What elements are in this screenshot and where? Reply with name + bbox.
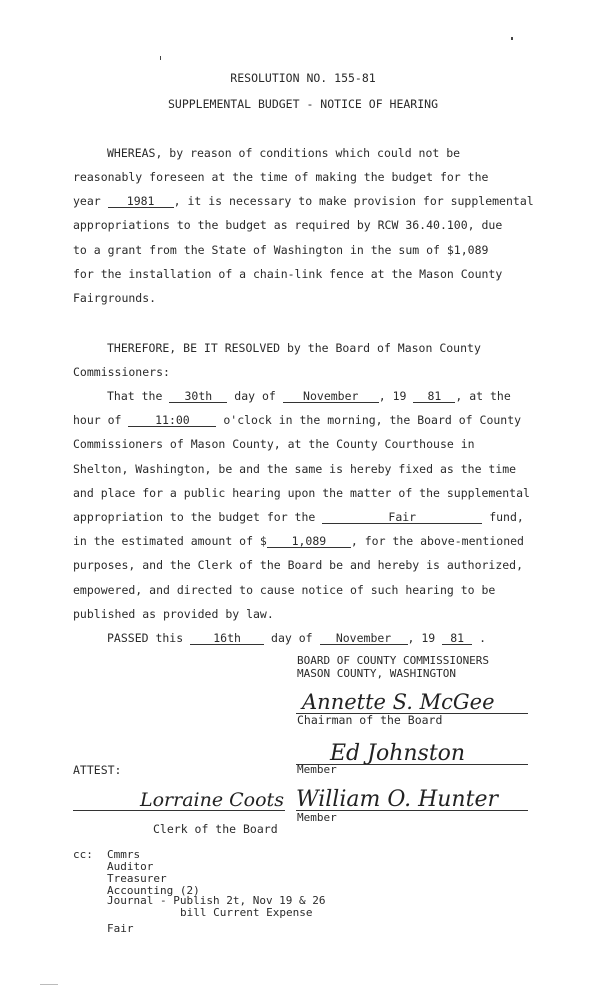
passed-day-field: 16th xyxy=(190,632,264,645)
cc-item-fair: Fair xyxy=(107,922,134,935)
hour-of-text: hour of xyxy=(73,413,122,427)
whereas-line-1: WHEREAS, by reason of conditions which could not be xyxy=(107,146,461,160)
therefore-line-1: THEREFORE, BE IT RESOLVED by the Board of Mason County xyxy=(107,341,481,355)
whereas-line-4: appropriations to the budget as required by RCW 36.40.100, due xyxy=(73,218,503,232)
hearing-hour-line xyxy=(73,413,521,427)
member-2-signature: William O. Hunter xyxy=(296,787,498,812)
hearing-year-field: 81 xyxy=(413,390,455,403)
hearing-day-field: 30th xyxy=(169,390,227,403)
clerk-label: Clerk of the Board xyxy=(153,822,278,836)
amount-field: 1,089 xyxy=(267,535,351,548)
scan-speck xyxy=(40,984,58,985)
therefore-line-10: purposes, and the Clerk of the Board be and hereby is authorized, xyxy=(73,558,524,572)
whereas-line-7: Fairgrounds. xyxy=(73,291,157,305)
whereas-line-2: reasonably foreseen at the time of making the budget for the xyxy=(73,170,489,184)
that-the-text: That the xyxy=(107,389,163,403)
amount-line xyxy=(73,534,524,548)
member-1-label: Member xyxy=(297,763,337,776)
cc-label: cc: xyxy=(73,848,93,861)
cc-item-bill-current-expense: bill Current Expense xyxy=(180,906,313,919)
passed-line xyxy=(107,631,486,645)
therefore-line-6: Shelton, Washington, be and the same is hereby fixed as the time xyxy=(73,462,517,476)
scan-speck xyxy=(160,56,161,60)
clerk-signature-line xyxy=(73,810,285,811)
cc-item-treasurer: Treasurer xyxy=(107,872,167,885)
board-heading-line-2: MASON COUNTY, WASHINGTON xyxy=(297,667,456,680)
therefore-line-12: published as provided by law. xyxy=(73,607,274,621)
day-of-text: day of xyxy=(234,389,276,403)
whereas-line-5: to a grant from the State of Washington in the sum of $1,089 xyxy=(73,243,489,257)
year-prefix-text: , 19 xyxy=(378,389,407,403)
attest-label: ATTEST: xyxy=(73,763,122,777)
clerk-signature: Lorraine Coots xyxy=(140,789,284,811)
fund-name-field: Fair xyxy=(322,511,482,524)
cc-item-accounting: Accounting (2) xyxy=(107,884,200,897)
therefore-line-5: Commissioners of Mason County, at the County Courthouse in xyxy=(73,437,475,451)
therefore-line-11: empowered, and directed to cause notice of such hearing to be xyxy=(73,583,496,597)
hearing-date-line xyxy=(107,389,511,403)
fund-suffix-text: fund, xyxy=(489,510,524,524)
therefore-line-2: Commissioners: xyxy=(73,365,170,379)
therefore-line-7: and place for a public hearing upon the matter of the supplemental xyxy=(73,486,530,500)
fund-line xyxy=(73,510,524,524)
at-the-text: , at the xyxy=(455,389,511,403)
hearing-month-field: November xyxy=(283,390,379,403)
passed-month-field: November xyxy=(320,632,408,645)
hour-suffix-text: o'clock in the morning, the Board of County xyxy=(223,413,522,427)
passed-prefix-text: PASSED this xyxy=(107,631,184,645)
passed-day-of-text: day of xyxy=(271,631,313,645)
whereas-line-3 xyxy=(73,194,534,208)
cc-item-cmmrs: Cmmrs xyxy=(107,848,141,861)
whereas-year-suffix: , it is necessary to make provision for supplemental xyxy=(173,194,534,208)
passed-year-prefix-text: , 19 xyxy=(407,631,436,645)
passed-end-text: . xyxy=(479,631,487,645)
cc-item-auditor: Auditor xyxy=(107,860,154,873)
whereas-year-prefix: year xyxy=(73,194,101,208)
whereas-line-6: for the installation of a chain-link fence at the Mason County xyxy=(73,267,503,281)
chairman-label: Chairman of the Board xyxy=(297,713,443,727)
resolution-subtitle: SUPPLEMENTAL BUDGET - NOTICE OF HEARING xyxy=(167,97,439,111)
cc-item-journal: Journal - Publish 2t, Nov 19 & 26 xyxy=(107,894,326,907)
whereas-year-field: 1981 xyxy=(108,195,174,208)
resolution-title: RESOLUTION NO. 155-81 xyxy=(230,71,376,85)
hearing-hour-field: 11:00 xyxy=(128,414,216,427)
amount-suffix-text: , for the above-mentioned xyxy=(350,534,524,548)
member-1-signature: Ed Johnston xyxy=(330,741,466,766)
board-heading-line-1: BOARD OF COUNTY COMMISSIONERS xyxy=(297,654,490,667)
passed-year-field: 81 xyxy=(442,632,472,645)
fund-prefix-text: appropriation to the budget for the xyxy=(73,510,316,524)
member-2-label: Member xyxy=(297,811,337,824)
amount-prefix-text: in the estimated amount of $ xyxy=(73,534,267,548)
chairman-signature: Annette S. McGee xyxy=(302,690,495,714)
scan-speck xyxy=(511,37,513,40)
